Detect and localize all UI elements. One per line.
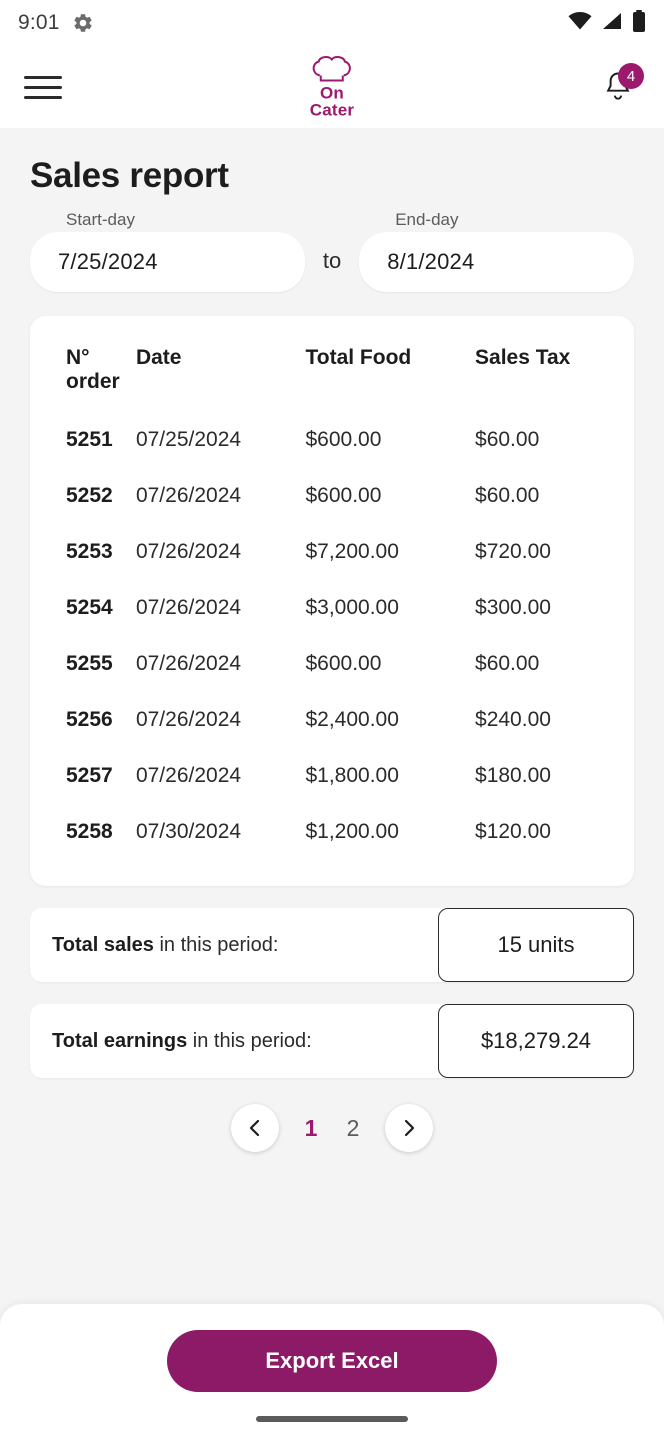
status-bar [0, 0, 664, 46]
cell-order: 5258 [66, 820, 113, 843]
chevron-left-icon [246, 1119, 264, 1137]
cell-order: 5255 [66, 652, 113, 675]
app-bar [0, 46, 664, 128]
cell-date: 07/26/2024 [135, 484, 242, 507]
table-row[interactable] [30, 692, 634, 748]
cell-date: 07/30/2024 [135, 820, 242, 843]
cell-food: $1,200.00 [305, 820, 399, 843]
notification-badge: 4 [618, 63, 644, 89]
wifi-icon [568, 12, 592, 35]
cell-date: 07/26/2024 [135, 596, 242, 619]
bottom-action-bar [0, 1304, 664, 1440]
app-logo [310, 56, 354, 119]
cell-tax: $60.00 [475, 484, 540, 507]
logo-text-on: On [319, 83, 344, 103]
status-time: 9:01 [18, 11, 60, 34]
logo-text-cater: Cater [309, 100, 355, 120]
column-header-date: Date [135, 346, 182, 369]
cell-date: 07/26/2024 [135, 540, 242, 563]
pagination-page-1[interactable]: 1 [304, 1114, 318, 1141]
cell-food: $1,800.00 [305, 764, 399, 787]
table-row[interactable] [30, 804, 634, 860]
export-excel-button[interactable]: Export Excel [167, 1330, 497, 1392]
total-sales-label-rest: in this period: [153, 933, 279, 956]
start-day-input[interactable]: 7/25/2024 [30, 232, 305, 292]
table-row[interactable] [30, 524, 634, 580]
table-header-row [30, 342, 634, 412]
cell-food: $3,000.00 [305, 596, 399, 619]
cell-tax: $720.00 [475, 540, 551, 563]
chef-hat-icon [310, 56, 354, 84]
cell-date: 07/26/2024 [135, 708, 242, 731]
cell-date: 07/25/2024 [135, 428, 242, 451]
status-icons [568, 10, 646, 37]
total-sales-row [30, 908, 634, 982]
cell-tax: $60.00 [475, 652, 540, 675]
pagination-prev-button[interactable] [231, 1104, 279, 1152]
total-earnings-label-rest: in this period: [187, 1029, 312, 1052]
table-row[interactable] [30, 468, 634, 524]
start-day-label: Start-day [66, 210, 135, 229]
table-row[interactable] [30, 748, 634, 804]
date-range-row [30, 210, 634, 292]
total-earnings-label [52, 1030, 312, 1053]
cell-order: 5256 [66, 708, 113, 731]
pagination-next-button[interactable] [385, 1104, 433, 1152]
column-header-total-food: Total Food [305, 346, 412, 369]
page-title: Sales report [30, 156, 229, 195]
cell-order: 5252 [66, 484, 113, 507]
end-day-input[interactable]: 8/1/2024 [359, 232, 634, 292]
gear-icon [72, 12, 94, 34]
cell-order: 5251 [66, 428, 113, 451]
cell-food: $2,400.00 [305, 708, 399, 731]
table-row[interactable] [30, 636, 634, 692]
sales-table-card [30, 316, 634, 886]
start-day-field [30, 210, 305, 292]
cell-tax: $180.00 [475, 764, 551, 787]
cell-food: $600.00 [305, 428, 382, 451]
cell-tax: $300.00 [475, 596, 551, 619]
pagination [30, 1104, 634, 1152]
cell-date: 07/26/2024 [135, 764, 242, 787]
total-sales-label [52, 934, 278, 957]
table-row[interactable] [30, 580, 634, 636]
cell-food: $600.00 [305, 484, 382, 507]
column-header-sales-tax: Sales Tax [475, 346, 571, 369]
table-row[interactable] [30, 412, 634, 468]
battery-icon [632, 10, 646, 37]
home-indicator [256, 1416, 408, 1422]
end-day-label: End-day [395, 210, 459, 229]
cell-food: $7,200.00 [305, 540, 399, 563]
cell-order: 5253 [66, 540, 113, 563]
notifications-button[interactable] [596, 65, 640, 109]
hamburger-menu-icon[interactable] [24, 76, 62, 99]
date-range-separator: to [322, 248, 342, 273]
sales-table [30, 342, 634, 860]
cell-tax: $60.00 [475, 428, 540, 451]
end-day-field [359, 210, 634, 292]
cell-order: 5254 [66, 596, 113, 619]
main-content [0, 128, 664, 1304]
signal-icon [601, 12, 623, 35]
chevron-right-icon [400, 1119, 418, 1137]
column-header-order: N° order [66, 346, 120, 393]
total-earnings-label-bold: Total earnings [52, 1029, 188, 1052]
total-earnings-row [30, 1004, 634, 1078]
cell-date: 07/26/2024 [135, 652, 242, 675]
total-sales-label-bold: Total sales [52, 933, 154, 956]
pagination-page-2[interactable]: 2 [346, 1114, 360, 1141]
cell-order: 5257 [66, 764, 113, 787]
cell-tax: $240.00 [475, 708, 551, 731]
total-sales-value: 15 units [438, 908, 634, 982]
total-earnings-value: $18,279.24 [438, 1004, 634, 1078]
cell-food: $600.00 [305, 652, 382, 675]
cell-tax: $120.00 [475, 820, 551, 843]
